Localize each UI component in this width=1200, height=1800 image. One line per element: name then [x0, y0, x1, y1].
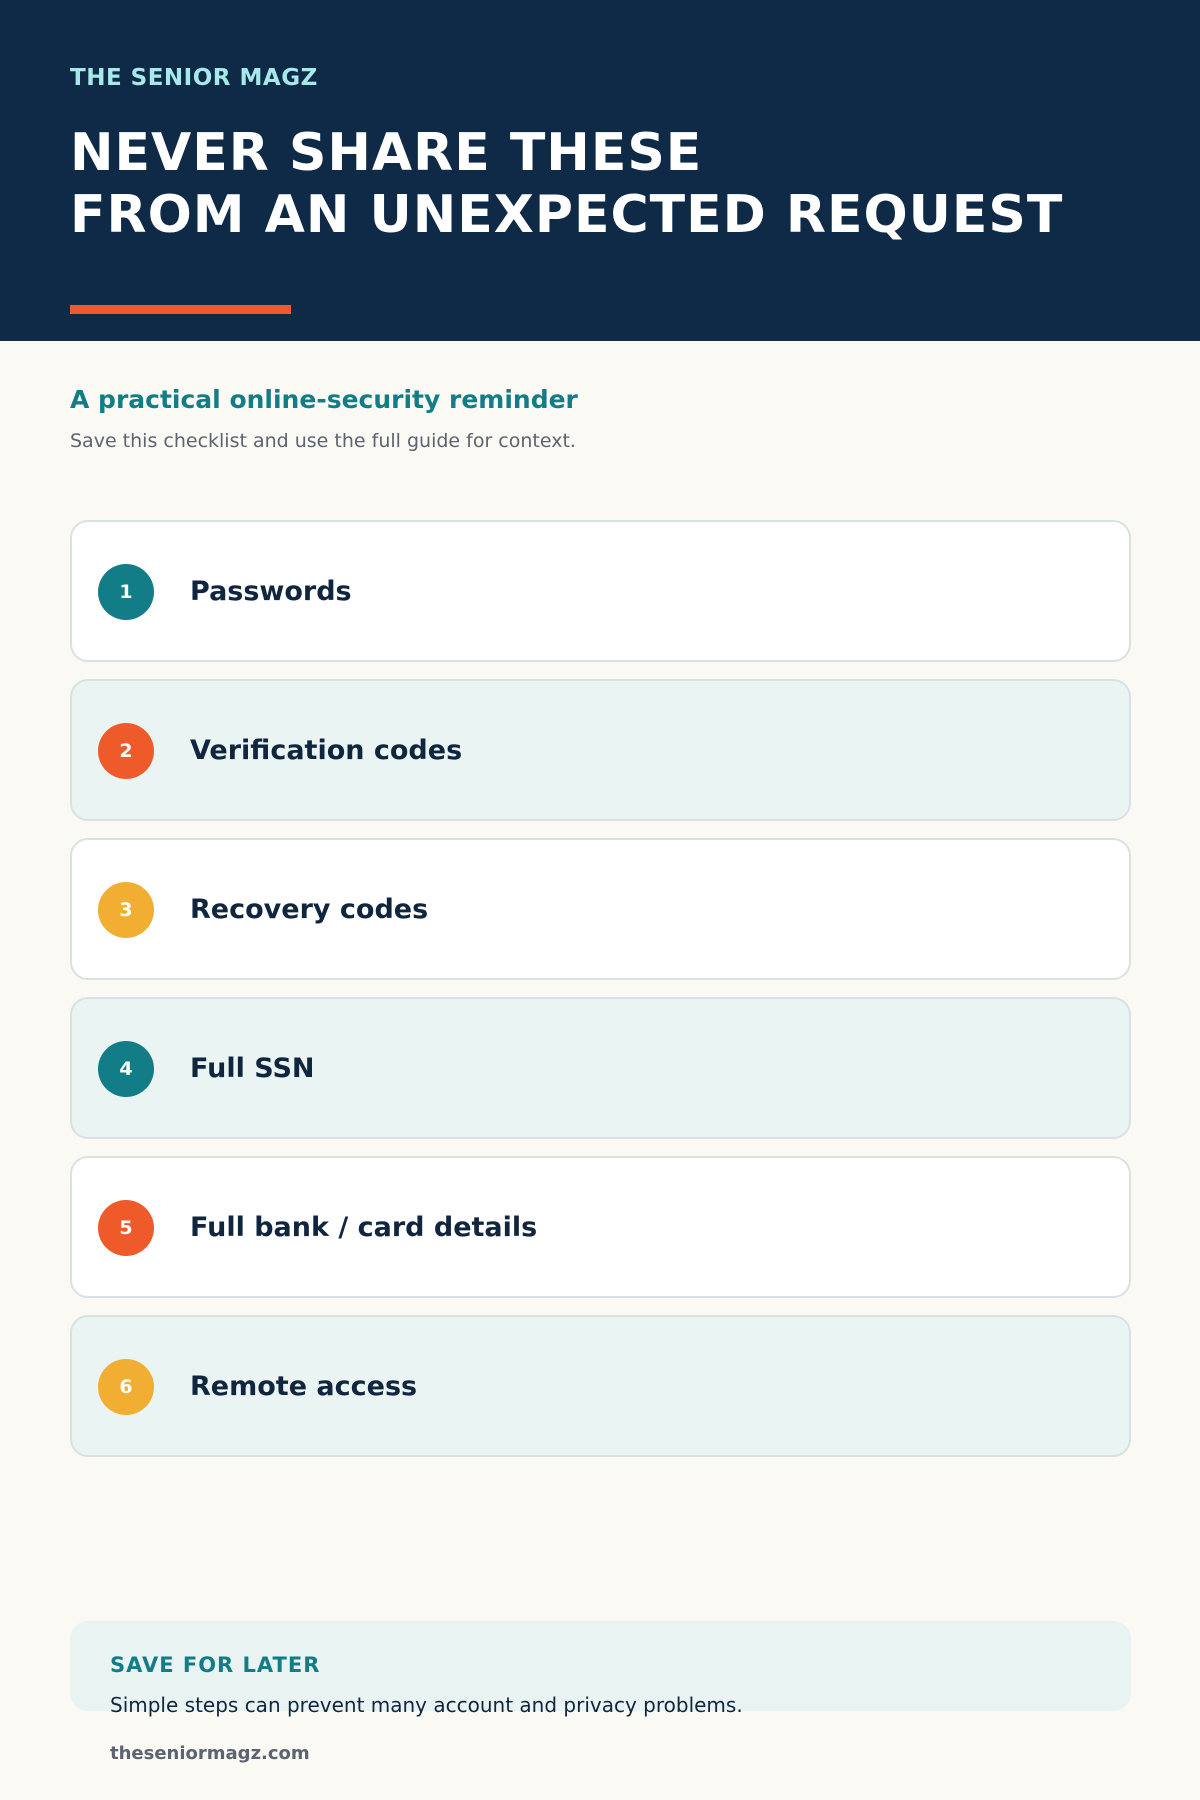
checklist-item-label: Full SSN — [190, 1052, 315, 1084]
intro-text: Save this checklist and use the full guide for context. — [70, 430, 576, 452]
checklist-item-label: Verification codes — [190, 734, 463, 766]
checklist-item-full-ssn — [70, 997, 1131, 1139]
page-title-line-1: NEVER SHARE THESE — [70, 123, 703, 183]
number-badge: 2 — [98, 723, 154, 779]
checklist-item-verification-codes — [70, 679, 1131, 821]
page-title-line-2: FROM AN UNEXPECTED REQUEST — [70, 185, 1064, 245]
number-badge: 3 — [98, 882, 154, 938]
checklist-item-remote-access — [70, 1315, 1131, 1457]
page-title — [70, 122, 1063, 246]
checklist — [70, 520, 1131, 1474]
checklist-item-label: Recovery codes — [190, 893, 429, 925]
checklist-item-passwords — [70, 520, 1131, 662]
checklist-item-recovery-codes — [70, 838, 1131, 980]
header-banner — [0, 0, 1200, 341]
save-for-later-text: Simple steps can prevent many account and privacy problems. — [110, 1693, 743, 1717]
save-for-later-title: SAVE FOR LATER — [110, 1653, 321, 1677]
checklist-item-bank-card-details — [70, 1156, 1131, 1298]
title-accent-bar — [70, 305, 291, 314]
number-badge: 1 — [98, 564, 154, 620]
number-badge: 4 — [98, 1041, 154, 1097]
site-url: theseniormagz.com — [110, 1743, 310, 1764]
number-badge: 5 — [98, 1200, 154, 1256]
brand-name: THE SENIOR MAGZ — [70, 65, 318, 91]
section-subtitle: A practical online-security reminder — [70, 385, 578, 414]
checklist-item-label: Passwords — [190, 575, 352, 607]
checklist-item-label: Remote access — [190, 1370, 418, 1402]
checklist-item-label: Full bank / card details — [190, 1211, 538, 1243]
number-badge: 6 — [98, 1359, 154, 1415]
